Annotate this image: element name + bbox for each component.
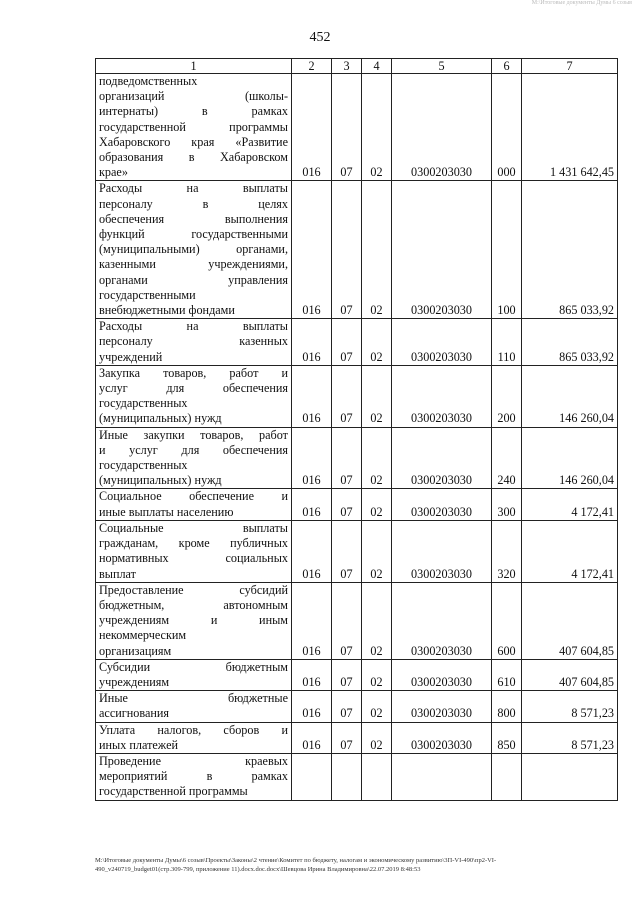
- item-name-cell: [96, 489, 292, 520]
- expense-type-cell: 800: [492, 691, 522, 722]
- header-cell: 4: [362, 59, 392, 74]
- footer-line: М:\Итоговые документы Думы\6 созыв\Проекты\Законы\2 чтение\Комитет по бюджету, налогам и экономическому развитию\3П-VI-490\пр2-VI-: [95, 857, 497, 864]
- section-cell: 07: [332, 427, 362, 489]
- table-row: [96, 365, 618, 427]
- item-name-cell: [96, 365, 292, 427]
- table-row: [96, 582, 618, 659]
- amount-cell: 4 172,41: [522, 520, 618, 582]
- grbs-cell: 016: [292, 691, 332, 722]
- item-name-line: мероприятий в рамках: [99, 769, 288, 784]
- item-name-line: образования в Хабаровском: [99, 150, 288, 165]
- grbs-cell: 016: [292, 74, 332, 181]
- amount-cell: [522, 753, 618, 800]
- expense-type-cell: 100: [492, 181, 522, 319]
- item-name-line: государственных: [99, 458, 188, 473]
- item-name-line: Хабаровского края «Развитие: [99, 134, 288, 149]
- item-name-line: нормативных социальных: [99, 551, 288, 566]
- amount-cell: 8 571,23: [522, 722, 618, 753]
- subsection-cell: 02: [362, 181, 392, 319]
- target-article-cell: 0300203030: [392, 722, 492, 753]
- target-article-cell: 0300203030: [392, 520, 492, 582]
- table-row: [96, 74, 618, 181]
- item-name-line: учреждений: [99, 349, 163, 364]
- item-name-cell: [96, 753, 292, 800]
- item-name-line: Иные закупки товаров, работ: [99, 427, 288, 442]
- table-row: [96, 427, 618, 489]
- subsection-cell: 02: [362, 520, 392, 582]
- target-article-cell: [392, 753, 492, 800]
- item-name-cell: [96, 181, 292, 319]
- item-name-cell: [96, 722, 292, 753]
- item-name-line: услуг для обеспечения: [99, 381, 288, 396]
- grbs-cell: 016: [292, 582, 332, 659]
- grbs-cell: 016: [292, 365, 332, 427]
- subsection-cell: 02: [362, 427, 392, 489]
- corner-mark: М:\Итоговые документы Думы 6 созыв: [531, 0, 632, 6]
- table-header-row: [96, 59, 618, 74]
- target-article-cell: 0300203030: [392, 427, 492, 489]
- section-cell: 07: [332, 489, 362, 520]
- table-row: [96, 319, 618, 366]
- subsection-cell: 02: [362, 659, 392, 690]
- grbs-cell: 016: [292, 181, 332, 319]
- header-cell: 1: [96, 59, 292, 74]
- expense-type-cell: 610: [492, 659, 522, 690]
- item-name-line: подведомственных: [99, 74, 198, 88]
- item-name-line: государственных: [99, 396, 188, 411]
- item-name-line: учреждениям и иным: [99, 613, 288, 628]
- section-cell: 07: [332, 319, 362, 366]
- amount-cell: 146 260,04: [522, 365, 618, 427]
- grbs-cell: 016: [292, 659, 332, 690]
- section-cell: 07: [332, 520, 362, 582]
- item-name-line: ассигнования: [99, 706, 170, 721]
- target-article-cell: 0300203030: [392, 489, 492, 520]
- expense-type-cell: 300: [492, 489, 522, 520]
- amount-cell: 865 033,92: [522, 319, 618, 366]
- item-name-line: внебюджетными фондами: [99, 303, 235, 318]
- header-cell: 5: [392, 59, 492, 74]
- expense-type-cell: 000: [492, 74, 522, 181]
- item-name-line: (муниципальных) нужд: [99, 411, 222, 426]
- subsection-cell: 02: [362, 489, 392, 520]
- subsection-cell: 02: [362, 722, 392, 753]
- item-name-line: бюджетным, автономным: [99, 597, 288, 612]
- target-article-cell: 0300203030: [392, 365, 492, 427]
- footer-line: 490_v240719_budget01(стр.309-799, приложение 11).docx.doc.docx\Шевцова Ирина Владимировна\22.07.2019 8:48:53: [95, 866, 421, 873]
- item-name-line: обеспечения выполнения: [99, 211, 288, 226]
- item-name-cell: [96, 427, 292, 489]
- header-cell: 2: [292, 59, 332, 74]
- grbs-cell: 016: [292, 520, 332, 582]
- table-row: [96, 489, 618, 520]
- item-name-line: государственной программы: [99, 784, 248, 799]
- target-article-cell: 0300203030: [392, 319, 492, 366]
- item-name-line: гражданам, кроме публичных: [99, 536, 288, 551]
- item-name-line: Социальные выплаты: [99, 520, 288, 535]
- table-row: [96, 753, 618, 800]
- grbs-cell: 016: [292, 319, 332, 366]
- item-name-line: организациям: [99, 643, 172, 658]
- item-name-line: иных платежей: [99, 737, 178, 752]
- amount-cell: 865 033,92: [522, 181, 618, 319]
- header-cell: 6: [492, 59, 522, 74]
- grbs-cell: [292, 753, 332, 800]
- amount-cell: 4 172,41: [522, 489, 618, 520]
- item-name-line: органами управления: [99, 272, 288, 287]
- table-row: [96, 659, 618, 690]
- item-name-line: выплат: [99, 566, 136, 581]
- subsection-cell: 02: [362, 74, 392, 181]
- target-article-cell: 0300203030: [392, 181, 492, 319]
- section-cell: [332, 753, 362, 800]
- item-name-line: Предоставление субсидий: [99, 582, 288, 597]
- grbs-cell: 016: [292, 722, 332, 753]
- item-name-line: организаций (школы-: [99, 89, 288, 104]
- amount-cell: 407 604,85: [522, 582, 618, 659]
- item-name-line: Расходы на выплаты: [99, 181, 288, 196]
- expense-type-cell: 110: [492, 319, 522, 366]
- target-article-cell: 0300203030: [392, 659, 492, 690]
- page-number: 452: [309, 30, 331, 45]
- item-name-line: Закупка товаров, работ и: [99, 365, 288, 380]
- expense-type-cell: 320: [492, 520, 522, 582]
- item-name-line: казенными учреждениями,: [99, 257, 288, 272]
- section-cell: 07: [332, 74, 362, 181]
- expense-type-cell: 600: [492, 582, 522, 659]
- grbs-cell: 016: [292, 427, 332, 489]
- item-name-cell: [96, 582, 292, 659]
- item-name-line: Иные бюджетные: [99, 691, 288, 706]
- item-name-line: функций государственными: [99, 227, 288, 242]
- budget-table: [95, 58, 618, 801]
- item-name-line: (муниципальными) органами,: [99, 242, 288, 257]
- item-name-line: иные выплаты населению: [99, 504, 234, 519]
- item-name-cell: [96, 659, 292, 690]
- target-article-cell: 0300203030: [392, 74, 492, 181]
- item-name-cell: [96, 319, 292, 366]
- item-name-line: персоналу казенных: [99, 334, 288, 349]
- section-cell: 07: [332, 691, 362, 722]
- subsection-cell: 02: [362, 365, 392, 427]
- amount-cell: 407 604,85: [522, 659, 618, 690]
- item-name-line: Уплата налогов, сборов и: [99, 722, 288, 737]
- expense-type-cell: 850: [492, 722, 522, 753]
- subsection-cell: 02: [362, 582, 392, 659]
- file-path-footer: [95, 856, 620, 874]
- section-cell: 07: [332, 659, 362, 690]
- item-name-line: государственной программы: [99, 119, 288, 134]
- item-name-line: персоналу в целях: [99, 196, 288, 211]
- amount-cell: 146 260,04: [522, 427, 618, 489]
- item-name-cell: [96, 520, 292, 582]
- table-row: [96, 181, 618, 319]
- table-row: [96, 520, 618, 582]
- section-cell: 07: [332, 181, 362, 319]
- subsection-cell: [362, 753, 392, 800]
- item-name-line: крае»: [99, 165, 128, 180]
- item-name-line: государственными: [99, 287, 196, 302]
- header-cell: 7: [522, 59, 618, 74]
- header-cell: 3: [332, 59, 362, 74]
- target-article-cell: 0300203030: [392, 582, 492, 659]
- amount-cell: 1 431 642,45: [522, 74, 618, 181]
- expense-type-cell: [492, 753, 522, 800]
- subsection-cell: 02: [362, 319, 392, 366]
- subsection-cell: 02: [362, 691, 392, 722]
- section-cell: 07: [332, 722, 362, 753]
- expense-type-cell: 200: [492, 365, 522, 427]
- item-name-line: Социальное обеспечение и: [99, 489, 288, 504]
- expense-type-cell: 240: [492, 427, 522, 489]
- target-article-cell: 0300203030: [392, 691, 492, 722]
- section-cell: 07: [332, 582, 362, 659]
- item-name-cell: [96, 74, 292, 181]
- item-name-line: Расходы на выплаты: [99, 319, 288, 334]
- item-name-line: Субсидии бюджетным: [99, 659, 288, 674]
- section-cell: 07: [332, 365, 362, 427]
- table-row: [96, 691, 618, 722]
- item-name-line: (муниципальных) нужд: [99, 473, 222, 488]
- amount-cell: 8 571,23: [522, 691, 618, 722]
- item-name-line: учреждениям: [99, 674, 170, 689]
- item-name-cell: [96, 691, 292, 722]
- table-row: [96, 722, 618, 753]
- item-name-line: некоммерческим: [99, 628, 187, 643]
- item-name-line: и услуг для обеспечения: [99, 442, 288, 457]
- item-name-line: интернаты) в рамках: [99, 104, 288, 119]
- grbs-cell: 016: [292, 489, 332, 520]
- item-name-line: Проведение краевых: [99, 753, 288, 768]
